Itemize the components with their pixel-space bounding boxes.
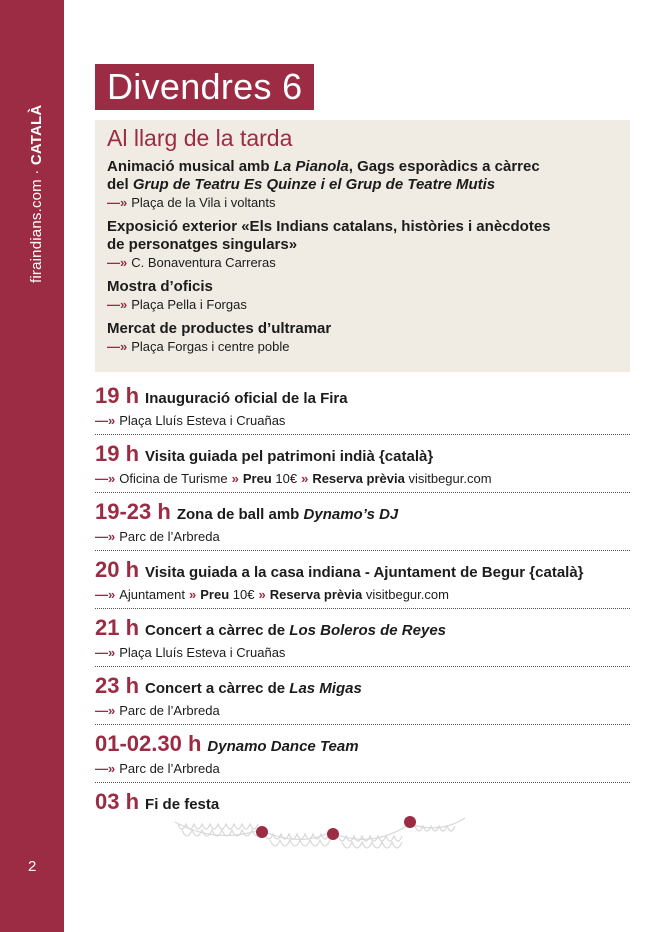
event-time: 19 h	[95, 383, 140, 408]
activity-title: Mercat de productes d’ultramar	[107, 320, 332, 337]
garland-decoration-icon	[170, 800, 470, 870]
event-title: Inauguració oficial de la Fira	[145, 390, 348, 407]
arrow-icon: —»	[95, 587, 116, 602]
event-location: —» Ajuntament » Preu 10€ » Reserva prèvia visitbegur.com	[95, 587, 449, 602]
event-title: Dynamo Dance Team	[207, 738, 359, 755]
event-location: —» Plaça Lluís Esteva i Cruañas	[95, 413, 286, 428]
booking-link[interactable]: visitbegur.com	[365, 587, 449, 602]
event-location: —» Parc de l’Arbreda	[95, 529, 220, 544]
arrow-icon: —»	[95, 413, 116, 428]
event-location: —» Oficina de Turisme » Preu 10€ » Reserva prèvia visitbegur.com	[95, 471, 492, 486]
sidebar	[0, 0, 64, 932]
arrow-icon: —»	[95, 761, 116, 776]
separator-icon: »	[258, 587, 266, 602]
separator-icon: »	[301, 471, 309, 486]
schedule-event	[95, 612, 630, 667]
schedule-list	[95, 380, 630, 826]
event-title: Visita guiada a la casa indiana - Ajuntament de Begur {català}	[145, 564, 584, 581]
language-label: CATALÀ	[28, 104, 45, 166]
event-title: Zona de ball amb Dynamo’s DJ	[176, 506, 399, 523]
schedule-event	[95, 496, 630, 551]
event-location: —» Parc de l’Arbreda	[95, 761, 220, 776]
site-url: firaindians.com	[28, 179, 45, 283]
event-time: 19 h	[95, 441, 140, 466]
event-location: —» Parc de l’Arbreda	[95, 703, 220, 718]
event-location: —» Plaça Lluís Esteva i Cruañas	[95, 645, 286, 660]
activity-location: —» Plaça de la Vila i voltants	[107, 195, 276, 210]
booking-link[interactable]: visitbegur.com	[408, 471, 492, 486]
event-time: 23 h	[95, 673, 140, 698]
afternoon-box	[95, 120, 630, 372]
schedule-event	[95, 670, 630, 725]
event-title: Concert a càrrec de Las Migas	[145, 680, 362, 697]
activity-item	[107, 278, 618, 313]
afternoon-heading: Al llarg de la tarda	[107, 125, 293, 151]
arrow-icon: —»	[95, 645, 116, 660]
event-time: 21 h	[95, 615, 140, 640]
activity-title: Exposició exterior «Els Indians catalans, històries i anècdotes de personatges singulars»	[107, 218, 551, 253]
event-time: 03 h	[95, 789, 140, 814]
activity-title: Animació musical amb La Pianola, Gags esporàdics a càrrec del Grup de Teatru Es Quinze i el Grup de Teatre Mutis	[107, 158, 540, 193]
separator-icon: »	[189, 587, 197, 602]
event-title: Fi de festa	[145, 796, 220, 813]
arrow-icon: —»	[107, 255, 128, 270]
arrow-icon: —»	[107, 297, 128, 312]
activity-location: —» Plaça Forgas i centre poble	[107, 339, 290, 354]
arrow-icon: —»	[95, 471, 116, 486]
schedule-event	[95, 728, 630, 783]
schedule-event	[95, 554, 630, 609]
page-number: 2	[28, 858, 37, 875]
separator-icon: »	[231, 471, 239, 486]
activity-location: —» Plaça Pella i Forgas	[107, 297, 247, 312]
event-time: 19-23 h	[95, 499, 171, 524]
arrow-icon: —»	[95, 529, 116, 544]
activity-item	[107, 320, 618, 355]
sidebar-separator: ·	[28, 165, 45, 180]
arrow-icon: —»	[107, 195, 128, 210]
arrow-icon: —»	[107, 339, 128, 354]
activity-item	[107, 218, 618, 271]
event-time: 01-02.30 h	[95, 731, 202, 756]
arrow-icon: —»	[95, 703, 116, 718]
page-title: Divendres 6	[95, 64, 314, 110]
event-title: Concert a càrrec de Los Boleros de Reyes	[145, 622, 447, 639]
activity-title: Mostra d’oficis	[107, 278, 213, 295]
activity-item	[107, 158, 618, 211]
schedule-event	[95, 438, 630, 493]
sidebar-website	[28, 105, 45, 283]
event-title: Visita guiada pel patrimoni indià {català}	[145, 448, 434, 465]
schedule-event	[95, 380, 630, 435]
activity-location: —» C. Bonaventura Carreras	[107, 255, 276, 270]
event-time: 20 h	[95, 557, 140, 582]
